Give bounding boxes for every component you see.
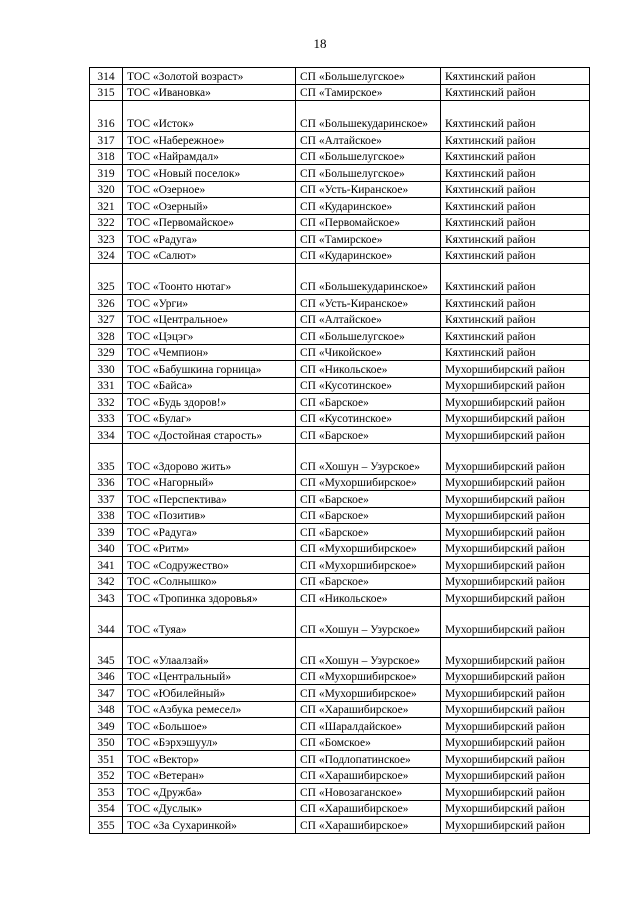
settlement-name: СП «Харашибирское» (296, 817, 441, 834)
settlement-name: СП «Тамирское» (296, 84, 441, 101)
row-number: 333 (90, 410, 123, 427)
row-number: 317 (90, 132, 123, 149)
settlement-name: СП «Харашибирское» (296, 701, 441, 718)
table-row (90, 148, 590, 165)
table-row (90, 784, 590, 801)
district-name: Мухоршибирский район (441, 668, 590, 685)
tos-name: ТОС «Дружба» (123, 784, 296, 801)
settlement-name: СП «Алтайское» (296, 132, 441, 149)
page-number: 18 (313, 36, 327, 51)
table-row (90, 247, 590, 264)
table-row (90, 344, 590, 361)
tos-name: ТОС «Найрамдал» (123, 148, 296, 165)
table-row (90, 507, 590, 524)
tos-name: ТОС «Радуга» (123, 231, 296, 248)
district-name: Мухоршибирский район (441, 491, 590, 508)
table-row (90, 394, 590, 411)
district-name: Мухоршибирский район (441, 637, 590, 668)
settlement-name: СП «Никольское» (296, 590, 441, 607)
table-row (90, 427, 590, 444)
settlement-name: СП «Подлопатинское» (296, 751, 441, 768)
row-number: 351 (90, 751, 123, 768)
district-name: Мухоршибирский район (441, 784, 590, 801)
row-number: 319 (90, 165, 123, 182)
district-name: Мухоршибирский район (441, 524, 590, 541)
table-row (90, 132, 590, 149)
tos-name: ТОС «Салют» (123, 247, 296, 264)
row-number: 334 (90, 427, 123, 444)
settlement-name: СП «Усть-Киранское» (296, 295, 441, 312)
district-name: Кяхтинский район (441, 165, 590, 182)
row-number: 323 (90, 231, 123, 248)
settlement-name: СП «Барское» (296, 524, 441, 541)
district-name: Кяхтинский район (441, 198, 590, 215)
tos-name: ТОС «Новый поселок» (123, 165, 296, 182)
district-name: Кяхтинский район (441, 181, 590, 198)
district-name: Мухоршибирский район (441, 507, 590, 524)
table-row (90, 557, 590, 574)
tos-name: ТОС «Центральный» (123, 668, 296, 685)
table-row (90, 637, 590, 668)
district-name: Мухоршибирский район (441, 474, 590, 491)
row-number: 329 (90, 344, 123, 361)
table-row (90, 311, 590, 328)
table-row (90, 165, 590, 182)
table-row (90, 734, 590, 751)
table-row (90, 524, 590, 541)
table-row (90, 685, 590, 702)
tos-name: ТОС «Озерный» (123, 198, 296, 215)
settlement-name: СП «Никольское» (296, 361, 441, 378)
district-name: Мухоршибирский район (441, 751, 590, 768)
district-name: Мухоршибирский район (441, 817, 590, 834)
table-row (90, 198, 590, 215)
settlement-name: СП «Барское» (296, 427, 441, 444)
district-name: Кяхтинский район (441, 231, 590, 248)
row-number: 326 (90, 295, 123, 312)
row-number: 328 (90, 328, 123, 345)
row-number: 340 (90, 540, 123, 557)
table-row (90, 800, 590, 817)
district-name: Мухоршибирский район (441, 410, 590, 427)
table-row (90, 410, 590, 427)
row-number: 352 (90, 767, 123, 784)
table-row (90, 443, 590, 474)
tos-name: ТОС «Большое» (123, 718, 296, 735)
tos-name: ТОС «Радуга» (123, 524, 296, 541)
settlement-name: СП «Барское» (296, 573, 441, 590)
district-name: Мухоршибирский район (441, 701, 590, 718)
row-number: 349 (90, 718, 123, 735)
settlement-name: СП «Бомское» (296, 734, 441, 751)
tos-name: ТОС «Юбилейный» (123, 685, 296, 702)
tos-name: ТОС «Ветеран» (123, 767, 296, 784)
district-name: Мухоршибирский район (441, 718, 590, 735)
district-name: Кяхтинский район (441, 344, 590, 361)
table-row (90, 68, 590, 85)
settlement-name: СП «Тамирское» (296, 231, 441, 248)
table-row (90, 328, 590, 345)
tos-name: ТОС «Центральное» (123, 311, 296, 328)
district-name: Мухоршибирский район (441, 427, 590, 444)
tos-name: ТОС «Нагорный» (123, 474, 296, 491)
tos-registry-table (89, 67, 590, 834)
district-name: Мухоршибирский район (441, 590, 590, 607)
row-number: 348 (90, 701, 123, 718)
district-name: Мухоршибирский район (441, 734, 590, 751)
settlement-name: СП «Кусотинское» (296, 377, 441, 394)
settlement-name: СП «Чикойское» (296, 344, 441, 361)
settlement-name: СП «Харашибирское» (296, 767, 441, 784)
settlement-name: СП «Большелугское» (296, 148, 441, 165)
district-name: Мухоршибирский район (441, 800, 590, 817)
row-number: 321 (90, 198, 123, 215)
district-name: Кяхтинский район (441, 328, 590, 345)
table-row (90, 817, 590, 834)
district-name: Кяхтинский район (441, 101, 590, 132)
table-row (90, 377, 590, 394)
tos-name: ТОС «Перспектива» (123, 491, 296, 508)
row-number: 354 (90, 800, 123, 817)
tos-name: ТОС «Озерное» (123, 181, 296, 198)
table-row (90, 84, 590, 101)
district-name: Кяхтинский район (441, 295, 590, 312)
tos-name: ТОС «Содружество» (123, 557, 296, 574)
row-number: 314 (90, 68, 123, 85)
row-number: 316 (90, 101, 123, 132)
settlement-name: СП «Мухоршибирское» (296, 685, 441, 702)
district-name: Кяхтинский район (441, 68, 590, 85)
row-number: 330 (90, 361, 123, 378)
row-number: 346 (90, 668, 123, 685)
row-number: 338 (90, 507, 123, 524)
table-row (90, 474, 590, 491)
settlement-name: СП «Харашибирское» (296, 800, 441, 817)
settlement-name: СП «Большекударинское» (296, 101, 441, 132)
row-number: 342 (90, 573, 123, 590)
tos-name: ТОС «Байса» (123, 377, 296, 394)
row-number: 324 (90, 247, 123, 264)
tos-name: ТОС «Бэрхэшуул» (123, 734, 296, 751)
table-row (90, 701, 590, 718)
tos-name: ТОС «За Сухаринкой» (123, 817, 296, 834)
row-number: 335 (90, 443, 123, 474)
tos-name: ТОС «Азбука ремесел» (123, 701, 296, 718)
row-number: 318 (90, 148, 123, 165)
district-name: Мухоршибирский район (441, 377, 590, 394)
settlement-name: СП «Кусотинское» (296, 410, 441, 427)
tos-name: ТОС «Позитив» (123, 507, 296, 524)
tos-name: ТОС «Будь здоров!» (123, 394, 296, 411)
row-number: 327 (90, 311, 123, 328)
settlement-name: СП «Усть-Киранское» (296, 181, 441, 198)
row-number: 325 (90, 264, 123, 295)
district-name: Мухоршибирский район (441, 443, 590, 474)
table-row (90, 751, 590, 768)
table-row (90, 264, 590, 295)
table-row (90, 231, 590, 248)
table-row (90, 101, 590, 132)
row-number: 343 (90, 590, 123, 607)
settlement-name: СП «Барское» (296, 394, 441, 411)
settlement-name: СП «Барское» (296, 507, 441, 524)
tos-name: ТОС «Туяа» (123, 606, 296, 637)
settlement-name: СП «Шаралдайское» (296, 718, 441, 735)
tos-name: ТОС «Достойная старость» (123, 427, 296, 444)
row-number: 339 (90, 524, 123, 541)
tos-name: ТОС «Чемпион» (123, 344, 296, 361)
table-row (90, 718, 590, 735)
table-row (90, 668, 590, 685)
table-row (90, 491, 590, 508)
district-name: Мухоршибирский район (441, 685, 590, 702)
tos-name: ТОС «Первомайское» (123, 214, 296, 231)
tos-name: ТОС «Дуслык» (123, 800, 296, 817)
settlement-name: СП «Хошун – Узурское» (296, 637, 441, 668)
district-name: Кяхтинский район (441, 132, 590, 149)
district-name: Мухоршибирский район (441, 557, 590, 574)
district-name: Кяхтинский район (441, 264, 590, 295)
table-body (90, 68, 590, 834)
settlement-name: СП «Кударинское» (296, 247, 441, 264)
settlement-name: СП «Большелугское» (296, 165, 441, 182)
table-row (90, 590, 590, 607)
row-number: 315 (90, 84, 123, 101)
district-name: Кяхтинский район (441, 311, 590, 328)
tos-name: ТОС «Золотой возраст» (123, 68, 296, 85)
district-name: Мухоршибирский район (441, 767, 590, 784)
district-name: Мухоршибирский район (441, 394, 590, 411)
row-number: 345 (90, 637, 123, 668)
district-name: Кяхтинский район (441, 148, 590, 165)
district-name: Кяхтинский район (441, 84, 590, 101)
district-name: Мухоршибирский район (441, 361, 590, 378)
settlement-name: СП «Первомайское» (296, 214, 441, 231)
table-row (90, 181, 590, 198)
settlement-name: СП «Большелугское» (296, 68, 441, 85)
row-number: 320 (90, 181, 123, 198)
district-name: Мухоршибирский район (441, 540, 590, 557)
row-number: 353 (90, 784, 123, 801)
table-row (90, 214, 590, 231)
row-number: 336 (90, 474, 123, 491)
tos-name: ТОС «Солнышко» (123, 573, 296, 590)
settlement-name: СП «Мухоршибирское» (296, 557, 441, 574)
row-number: 332 (90, 394, 123, 411)
district-name: Кяхтинский район (441, 247, 590, 264)
row-number: 350 (90, 734, 123, 751)
settlement-name: СП «Барское» (296, 491, 441, 508)
settlement-name: СП «Мухоршибирское» (296, 540, 441, 557)
district-name: Мухоршибирский район (441, 573, 590, 590)
tos-name: ТОС «Ритм» (123, 540, 296, 557)
district-name: Кяхтинский район (441, 214, 590, 231)
row-number: 331 (90, 377, 123, 394)
table-row (90, 573, 590, 590)
tos-name: ТОС «Набережное» (123, 132, 296, 149)
row-number: 347 (90, 685, 123, 702)
settlement-name: СП «Мухоршибирское» (296, 668, 441, 685)
tos-name: ТОС «Булаг» (123, 410, 296, 427)
settlement-name: СП «Новозаганское» (296, 784, 441, 801)
tos-name: ТОС «Исток» (123, 101, 296, 132)
tos-name: ТОС «Вектор» (123, 751, 296, 768)
tos-name: ТОС «Тоонто нютаг» (123, 264, 296, 295)
tos-name: ТОС «Урги» (123, 295, 296, 312)
table-row (90, 606, 590, 637)
row-number: 355 (90, 817, 123, 834)
settlement-name: СП «Хошун – Узурское» (296, 606, 441, 637)
row-number: 337 (90, 491, 123, 508)
settlement-name: СП «Хошун – Узурское» (296, 443, 441, 474)
settlement-name: СП «Алтайское» (296, 311, 441, 328)
district-name: Мухоршибирский район (441, 606, 590, 637)
row-number: 322 (90, 214, 123, 231)
table-row (90, 767, 590, 784)
tos-name: ТОС «Улаалзай» (123, 637, 296, 668)
tos-name: ТОС «Ивановка» (123, 84, 296, 101)
tos-name: ТОС «Здорово жить» (123, 443, 296, 474)
table-row (90, 295, 590, 312)
tos-name: ТОС «Цэцэг» (123, 328, 296, 345)
settlement-name: СП «Кударинское» (296, 198, 441, 215)
settlement-name: СП «Большелугское» (296, 328, 441, 345)
settlement-name: СП «Большекударинское» (296, 264, 441, 295)
tos-name: ТОС «Бабушкина горница» (123, 361, 296, 378)
table-row (90, 361, 590, 378)
table-row (90, 540, 590, 557)
tos-name: ТОС «Тропинка здоровья» (123, 590, 296, 607)
settlement-name: СП «Мухоршибирское» (296, 474, 441, 491)
row-number: 344 (90, 606, 123, 637)
row-number: 341 (90, 557, 123, 574)
